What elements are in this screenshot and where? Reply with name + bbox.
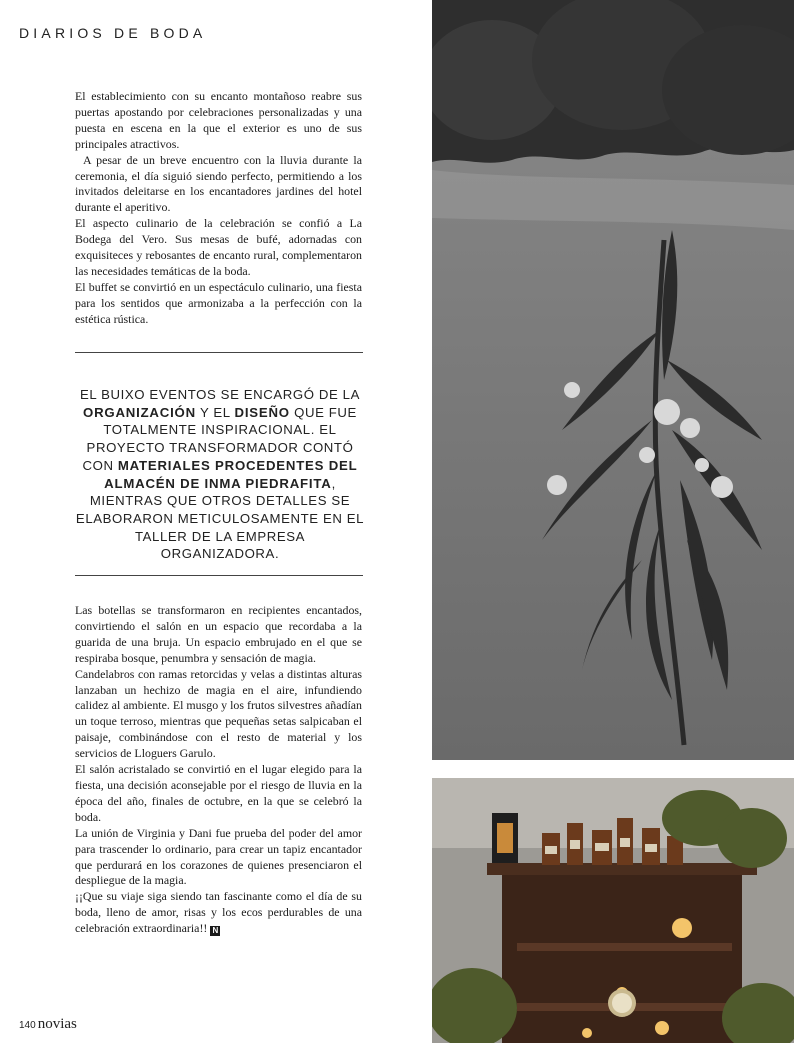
- apothecary-shelf-illustration: [432, 778, 794, 1043]
- paragraph: El salón acristalado se convirtió en el lugar elegido para la fiesta, una decisión aconsejable por el riesgo de lluvia en la época del año, finales de octubre, en la que se celebró la boda.: [75, 762, 362, 824]
- intro-text: [75, 89, 362, 328]
- divider-top: [75, 352, 363, 353]
- quote-highlight: MATERIALES PROCEDENTES DEL ALMACÉN DE INMA PIEDRAFITA: [104, 457, 358, 491]
- quote-highlight: ORGANIZACIÓN: [83, 404, 196, 420]
- magazine-name: novias: [37, 1016, 77, 1032]
- paragraph: Las botellas se transformaron en recipientes encantados, convirtiendo el salón en un espacio que recordaba a la guarida de una bruja. Un espacio embrujado en el que se respiraba bosque, penumbra y sensación de magia.: [75, 603, 362, 665]
- closing-text: [75, 603, 362, 937]
- quote-text: Y EL: [195, 404, 235, 420]
- photo-floral-arrangement: [432, 0, 794, 760]
- pull-quote: [75, 386, 365, 563]
- paragraph: A pesar de un breve encuentro con la lluvia durante la ceremonia, el día siguió siendo perfecto, permitiendo a los invitados deleitarse en los encantadores jardines del hotel durante el aperitivo.: [75, 152, 362, 215]
- end-mark-icon: N: [210, 926, 220, 936]
- page-number: 140: [19, 1020, 36, 1031]
- paragraph: El aspecto culinario de la celebración se confió a La Bodega del Vero. Sus mesas de bufé, adornadas con exquisiteces y rebosantes de encanto rural, complementaron las necesidades temáticas de la boda.: [75, 216, 362, 278]
- page-footer: [19, 1015, 77, 1033]
- quote-text: QUE FUE TOTALMENTE INSPIRACIONAL. EL PROYECTO TRANSFORMADOR CONTÓ CON: [82, 404, 357, 473]
- paragraph: El establecimiento con su encanto montañoso reabre sus puertas apostando por celebraciones personalizadas y una puesta en escena en la que el exterior es uno de sus principales atractivos.: [75, 89, 362, 151]
- divider-bottom: [75, 575, 363, 576]
- quote-text: , MIENTRAS QUE OTROS DETALLES SE ELABORARON METICULOSAMENTE EN EL TALLER DE LA EMPRESA ORGANIZADORA.: [75, 475, 365, 562]
- photo-apothecary-shelf: [432, 778, 794, 1043]
- quote-text: EL BUIXO EVENTOS SE ENCARGÓ DE LA: [80, 387, 360, 402]
- paragraph: Candelabros con ramas retorcidas y velas a distintas alturas lanzaban un hechizo de magia en el aire, infundiendo calidez al ambiente. El musgo y los frutos silvestres añadían un toque terroso, mientras que pequeñas setas salpicaban el paisaje, combinándose con el resto de material y los servicios de Lloguers Garulo.: [75, 666, 362, 761]
- paragraph: La unión de Virginia y Dani fue prueba del poder del amor para trascender lo ordinario, para crear un tapiz encantador que perdurará en los corazones de quienes presenciaron el despliegue de la magia.: [75, 825, 362, 888]
- paragraph: [75, 889, 362, 937]
- quote-highlight: DISEÑO: [234, 404, 290, 420]
- floral-arrangement-illustration: [432, 0, 794, 760]
- section-title: DIARIOS DE BODA: [19, 25, 207, 41]
- paragraph: El buffet se convirtió en un espectáculo culinario, una fiesta para los sentidos que armonizaba a la perfección con la estética rústica.: [75, 279, 362, 326]
- final-sentence: ¡¡Que su viaje siga siendo tan fascinante como el día de su boda, lleno de amor, risas y los ecos perdurables de una celebración extraordinaria!!: [75, 889, 362, 936]
